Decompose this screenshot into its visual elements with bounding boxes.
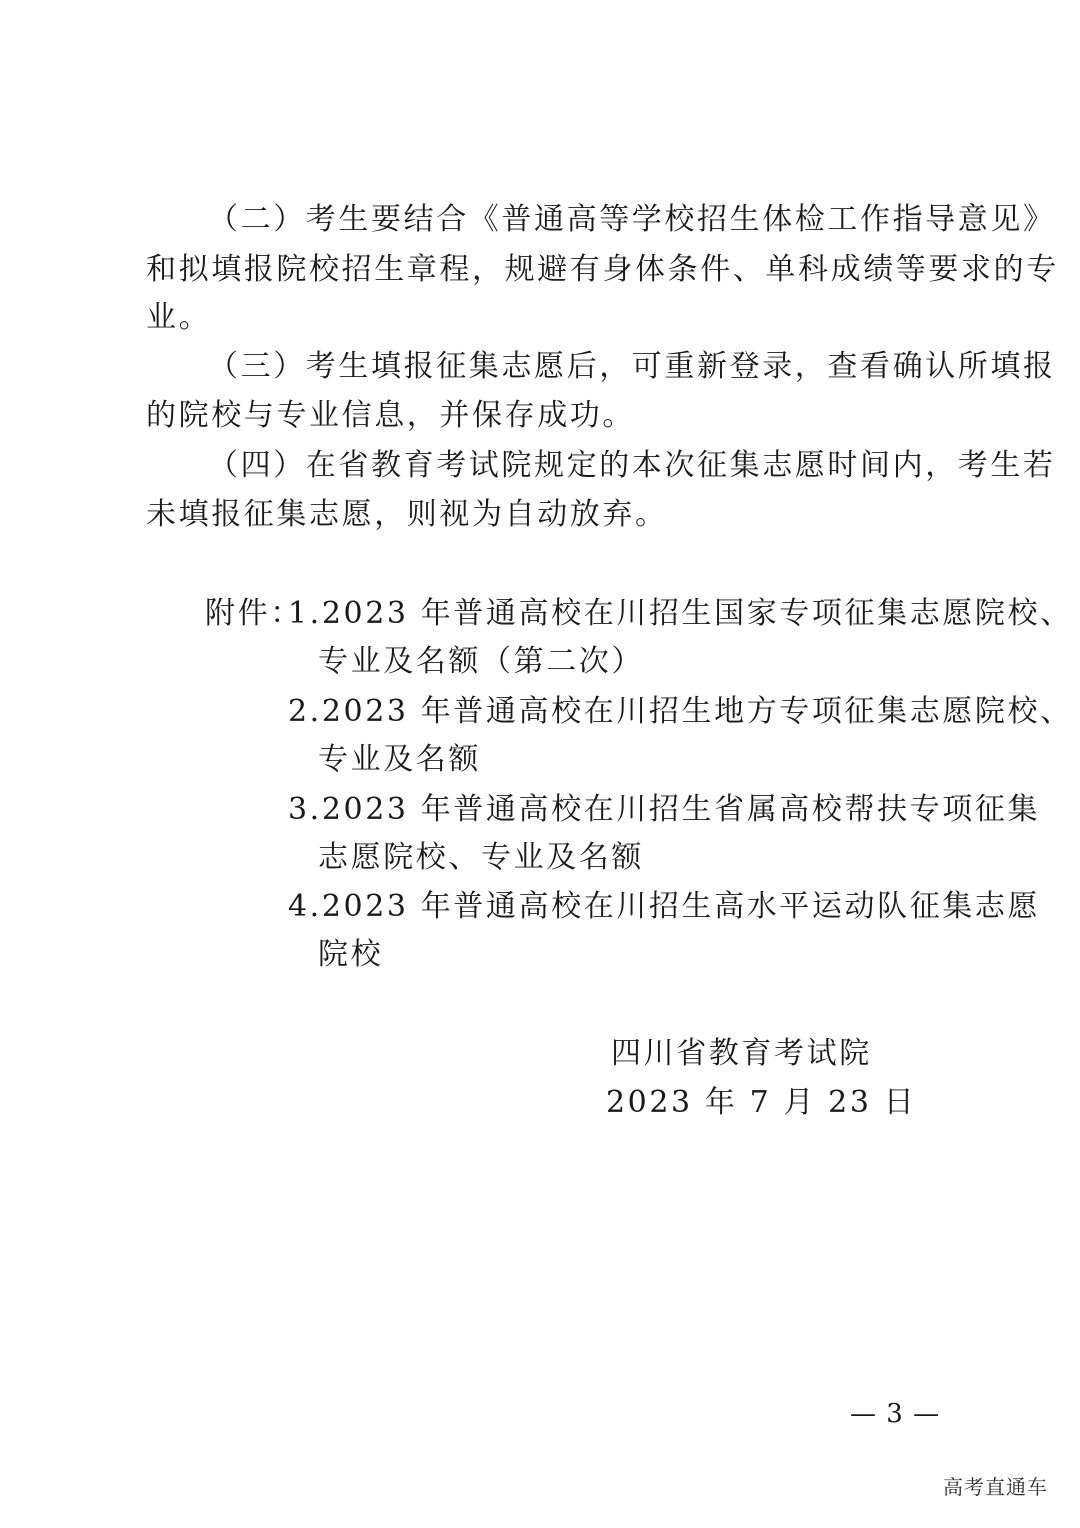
attachment-2-line-1: 2.2023 年普通高校在川招生地方专项征集志愿院校、	[288, 694, 1073, 729]
signature-date: 2023 年 7 月 23 日	[606, 1085, 917, 1120]
paragraph-4-line-2: 未填报征集志愿，则视为自动放弃。	[146, 497, 668, 532]
paragraph-2-line-2: 和拟填报院校招生章程，规避有身体条件、单科成绩等要求的专	[146, 252, 1059, 287]
paragraph-3-line-2: 的院校与专业信息，并保存成功。	[146, 398, 635, 433]
attachment-4-line-1: 4.2023 年普通高校在川招生高水平运动队征集志愿	[288, 889, 1041, 924]
attachment-3-line-2: 志愿院校、专业及名额	[318, 840, 644, 875]
attachment-1-line-1: 1.2023 年普通高校在川招生国家专项征集志愿院校、	[288, 596, 1073, 631]
paragraph-4-line-1: （四）在省教育考试院规定的本次征集志愿时间内，考生若	[208, 448, 1056, 483]
attachment-2-line-2: 专业及名额	[318, 742, 481, 777]
paragraph-2-line-1: （二）考生要结合《普通高等学校招生体检工作指导意见》	[208, 202, 1056, 237]
paragraph-3-line-1: （三）考生填报征集志愿后，可重新登录，查看确认所填报	[208, 349, 1056, 384]
attachment-4-line-2: 院校	[318, 937, 384, 972]
watermark-text: 高考直通车	[943, 1475, 1048, 1499]
signature-organization: 四川省教育考试院	[611, 1036, 872, 1071]
attachments-label: 附件：	[205, 596, 303, 631]
page-number: — 3 —	[850, 1399, 941, 1429]
attachment-3-line-1: 3.2023 年普通高校在川招生省属高校帮扶专项征集	[288, 792, 1041, 827]
paragraph-2-line-3: 业。	[146, 300, 212, 335]
attachment-1-line-2: 专业及名额（第二次）	[318, 644, 644, 679]
